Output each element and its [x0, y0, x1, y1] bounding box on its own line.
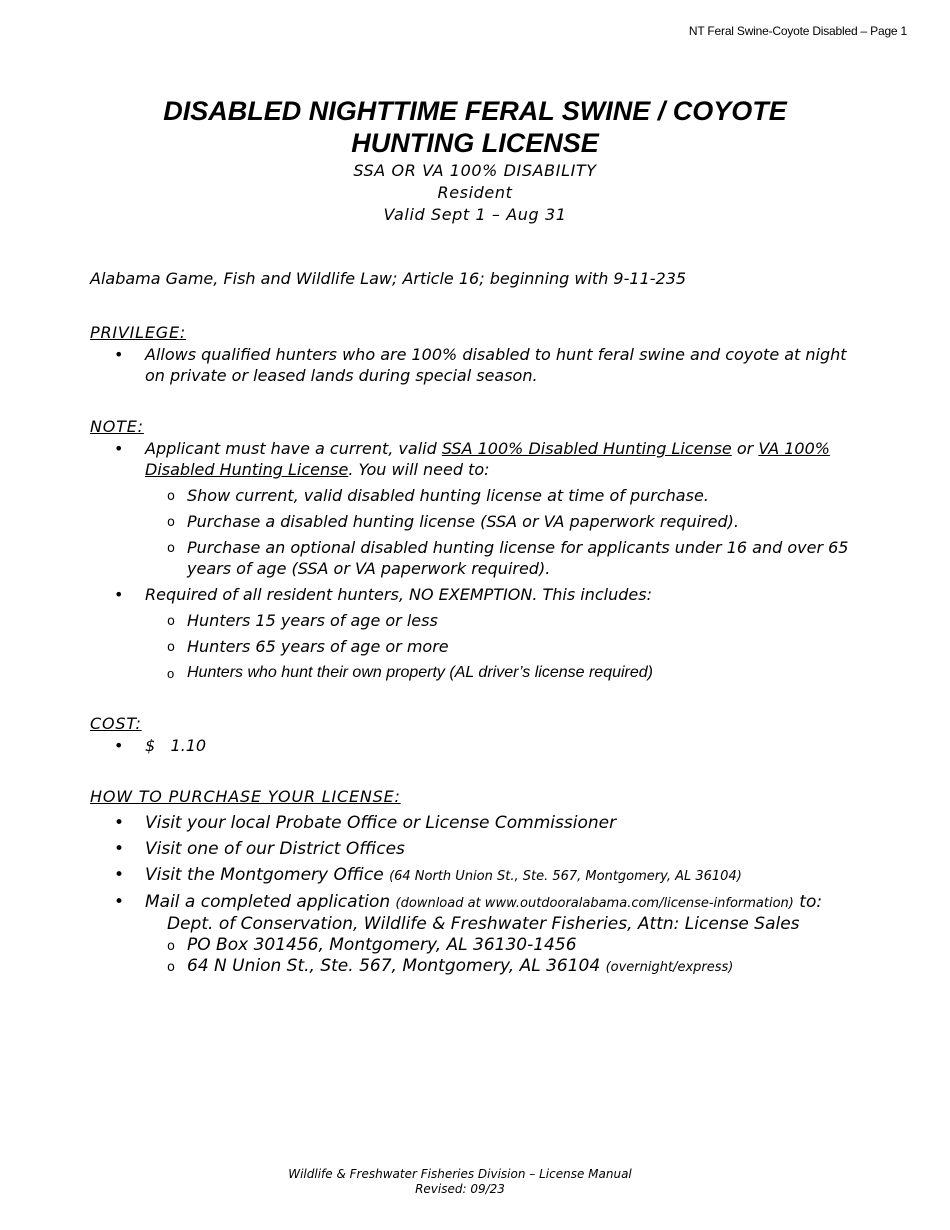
va-license-link[interactable]: VA 100% Disabled Hunting License — [145, 439, 830, 479]
circle-bullet-icon: o — [167, 489, 175, 504]
bullet-icon: • — [114, 439, 124, 458]
title-line-1: DISABLED NIGHTTIME FERAL SWINE / COYOTE — [163, 96, 787, 126]
purchase-section — [90, 786, 870, 978]
footer-division: Wildlife & Freshwater Fisheries Division – License Manual — [288, 1167, 632, 1181]
title-line-2: HUNTING LICENSE — [351, 128, 599, 158]
bullet-icon: • — [114, 839, 125, 859]
document-subtitle — [0, 160, 950, 226]
circle-bullet-icon: o — [167, 666, 175, 681]
mail-address: o PO Box 301456, Montgomery, AL 36130-1456 — [167, 935, 577, 955]
circle-bullet-icon: o — [167, 541, 175, 556]
note-item-license-requirement: • Applicant must have a current, valid SSA 100% Disabled Hunting License or VA 100% Disabled Hunting License. You will need to: o Show current, valid disabled hunting license at time of purchase. o Purchase a disabled hunting license (SSA or VA paperwork required). o Purchase an optional disabled hunting license for applicants under 16 and over 65 years of age (SSA or VA paperwork required). — [90, 438, 870, 579]
privilege-heading: PRIVILEGE: — [90, 323, 187, 342]
bullet-icon: • — [114, 892, 125, 912]
purchase-item-mail: • Mail a completed application (download at www.outdooralabama.com/license-information) to: Dept. of Conservation, Wildlife & Freshwater Fisheries, Attn: License Sales o PO Box 301456, Montgomery, AL 36130-1456 o 64 N Union St., Ste. 567, Montgomery, AL 36104 (overnight/express) — [90, 892, 870, 978]
footer-revised: Revised: 09/23 — [415, 1182, 505, 1196]
bullet-icon: • — [114, 585, 124, 604]
ssa-license-link[interactable]: SSA 100% Disabled Hunting License — [441, 439, 732, 458]
bullet-icon: • — [114, 736, 124, 755]
cost-heading: COST: — [90, 714, 142, 733]
note-subitem: o Show current, valid disabled hunting license at time of purchase. — [167, 486, 709, 505]
mail-recipient: Dept. of Conservation, Wildlife & Freshwater Fisheries, Attn: License Sales — [167, 914, 800, 934]
cost-section — [90, 713, 870, 756]
note-subitem: o Purchase a disabled hunting license (SSA or VA paperwork required). — [167, 512, 739, 531]
purchase-item-district: • Visit one of our District Offices — [114, 839, 405, 859]
mail-address: o 64 N Union St., Ste. 567, Montgomery, AL 36104 (overnight/express) — [167, 956, 734, 976]
page-footer — [0, 1167, 920, 1197]
purchase-item-montgomery: • Visit the Montgomery Office (64 North Union St., Ste. 567, Montgomery, AL 36104) — [114, 865, 742, 885]
circle-bullet-icon: o — [167, 960, 175, 975]
privilege-item: • Allows qualified hunters who are 100% disabled to hunt feral swine and coyote at night on private or leased lands during special season. — [114, 345, 847, 385]
note-section — [90, 416, 870, 683]
document-body — [90, 266, 870, 978]
note-subitem: o Hunters who hunt their own property (AL driver’s license required) — [145, 662, 870, 683]
circle-bullet-icon: o — [167, 515, 175, 530]
note-item-required: • Required of all resident hunters, NO EXEMPTION. This includes: o Hunters 15 years of age or less o Hunters 65 years of age or more o Hunters who hunt their own property (AL driver’s license required) — [90, 584, 870, 683]
subtitle-validity: Valid Sept 1 – Aug 31 — [383, 205, 567, 224]
note-heading: NOTE: — [90, 417, 144, 436]
bullet-icon: • — [114, 865, 125, 885]
page-header: NT Feral Swine-Coyote Disabled – Page 1 — [688, 24, 907, 38]
purchase-heading: HOW TO PURCHASE YOUR LICENSE: — [90, 787, 401, 806]
purchase-item-probate: • Visit your local Probate Office or License Commissioner — [114, 813, 617, 833]
note-subitem: o Hunters 15 years of age or less — [167, 611, 438, 630]
bullet-icon: • — [114, 345, 124, 364]
bullet-icon: • — [114, 813, 125, 833]
document-title — [0, 95, 950, 159]
circle-bullet-icon: o — [167, 939, 175, 954]
subtitle-disability: SSA OR VA 100% DISABILITY — [353, 161, 597, 180]
note-subitem: o Hunters 65 years of age or more — [167, 637, 449, 656]
note-subitem: o Purchase an optional disabled hunting license for applicants under 16 and over 65 years of age (SSA or VA paperwork required). — [167, 538, 849, 578]
circle-bullet-icon: o — [167, 640, 175, 655]
subtitle-residency: Resident — [437, 183, 513, 202]
privilege-section — [90, 322, 870, 386]
circle-bullet-icon: o — [167, 614, 175, 629]
law-reference: Alabama Game, Fish and Wildlife Law; Article 16; beginning with 9-11-235 — [90, 269, 687, 288]
download-link[interactable]: (download at www.outdooralabama.com/license-information) — [395, 896, 794, 911]
cost-item: • $ 1.10 — [114, 736, 207, 755]
